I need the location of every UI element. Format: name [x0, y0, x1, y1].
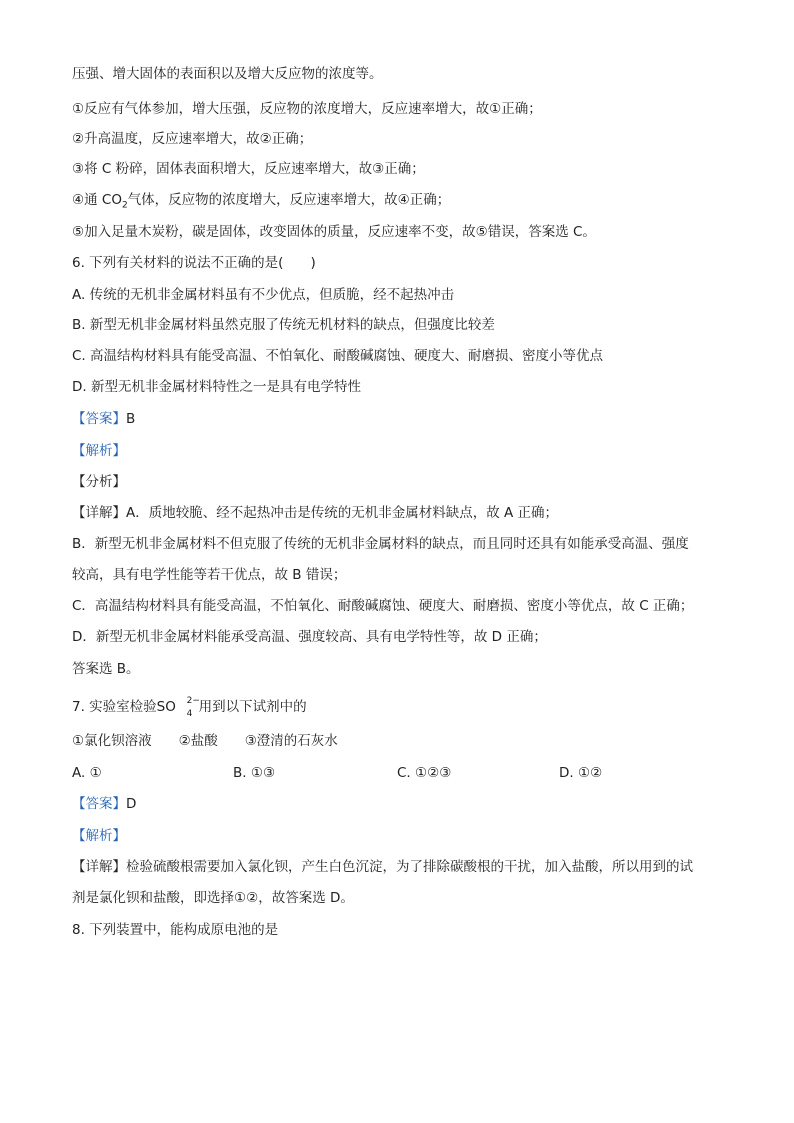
q6-option-b: B. 新型无机非金属材料虽然克服了传统无机材料的缺点，但强度比较差	[72, 317, 495, 333]
detail-tag: 【详解】	[72, 505, 126, 521]
q6-detail-line: 较高，具有电学性能等若干优点，故 B 错误；	[72, 567, 347, 583]
subscript: 2	[121, 200, 128, 211]
q6-conclusion: 答案选 B。	[72, 661, 140, 677]
text-line: ①反应有气体参加，增大压强，反应物的浓度增大，反应速率增大，故①正确；	[72, 101, 542, 117]
ion-base: SO	[156, 699, 176, 715]
analysis-tag: 【解析】	[72, 828, 126, 844]
sulfate-ion-formula	[157, 697, 199, 717]
ion-subscript: 4	[186, 709, 193, 719]
q6-detail-line: D．新型无机非金属材料能承受高温、强度较高、具有电学特性等，故 D 正确；	[72, 629, 547, 645]
text-line: ③将 C 粉碎，固体表面积增大，反应速率增大，故③正确；	[72, 161, 425, 177]
answer-tag: 【答案】	[72, 411, 126, 427]
text-line: ⑤加入足量木炭粉，碳是固体，改变固体的质量，反应速率不变，故⑤错误，答案选 C。	[72, 224, 596, 240]
text-segment: 7. 实验室检验	[72, 699, 157, 715]
q6-option-c: C. 高温结构材料具有能受高温、不怕氧化、耐酸碱腐蚀、硬度大、耐磨损、密度小等优点	[72, 348, 604, 364]
text-segment: 用到以下试剂中的	[198, 699, 307, 715]
q7-reagents: ①氯化钡溶液 ②盐酸 ③澄清的石灰水	[72, 733, 338, 749]
answer-tag: 【答案】	[72, 796, 126, 812]
q6-detail-line: C．高温结构材料具有能受高温，不怕氧化、耐酸碱腐蚀、硬度大、耐磨损、密度小等优点，故 C 正确；	[72, 598, 694, 614]
text-segment: ④通 CO	[72, 192, 122, 208]
q7-detail-line	[72, 857, 722, 877]
answer-value: D	[126, 796, 137, 812]
q6-analysis-tag	[72, 441, 722, 461]
q7-detail-line: 剂是氯化钡和盐酸，即选择①②，故答案选 D。	[72, 890, 354, 906]
text-line: ②升高温度，反应速率增大，故②正确；	[72, 131, 313, 147]
answer-value: B	[126, 411, 136, 427]
ion-charge: 2−	[186, 696, 200, 706]
q7-option-b: B. ①③	[233, 765, 276, 781]
question-6-stem: 6. 下列有关材料的说法不正确的是( )	[72, 255, 316, 271]
q6-fenxi-tag	[72, 472, 722, 492]
q6-detail-line: B．新型无机非金属材料不但克服了传统的无机非金属材料的缺点，而且同时还具有如能承受高温、强度	[72, 536, 689, 552]
q7-option-c: C. ①②③	[397, 765, 452, 781]
detail-text: A．质地较脆、经不起热冲击是传统的无机非金属材料缺点，故 A 正确；	[126, 505, 559, 521]
q7-option-a: A. ①	[72, 765, 102, 781]
q7-answer	[72, 794, 722, 814]
q6-answer	[72, 409, 722, 429]
detail-tag: 【详解】	[72, 859, 126, 875]
q6-detail-line	[72, 503, 722, 523]
detail-text: 检验硫酸根需要加入氯化钡，产生白色沉淀，为了排除碳酸根的干扰，加入盐酸，所以用到的试	[126, 859, 693, 875]
question-7-stem	[72, 697, 722, 717]
fenxi-tag: 【分析】	[72, 474, 126, 490]
text-line	[72, 190, 722, 216]
q7-analysis-tag	[72, 826, 722, 846]
analysis-tag: 【解析】	[72, 443, 126, 459]
question-8-stem: 8. 下列装置中，能构成原电池的是	[72, 922, 279, 938]
q6-option-d: D. 新型无机非金属材料特性之一是具有电学特性	[72, 379, 361, 395]
text-line: 压强、增大固体的表面积以及增大反应物的浓度等。	[72, 66, 383, 82]
q6-option-a: A. 传统的无机非金属材料虽有不少优点，但质脆，经不起热冲击	[72, 287, 455, 303]
q7-option-d: D. ①②	[559, 765, 603, 781]
text-segment: 气体，反应物的浓度增大，反应速率增大，故④正确；	[127, 192, 451, 208]
